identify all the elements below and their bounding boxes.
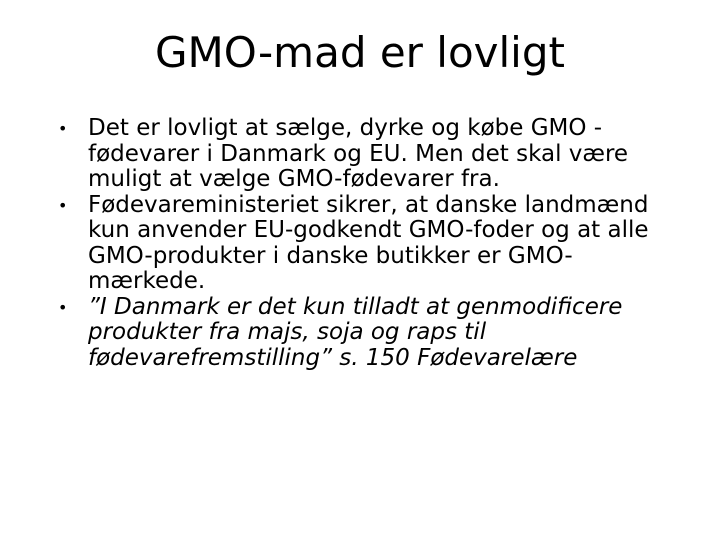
bullet-text: Fødevareministeriet sikrer, at danske landmænd kun anvender EU-godkendt GMO-foder og at alle GMO-produkter i danske butikker er GMO-mærkede. bbox=[88, 191, 649, 294]
bullet-text: Det er lovligt at sælge, dyrke og købe GMO -fødevarer i Danmark og EU. Men det skal være muligt at vælge GMO-fødevarer fra. bbox=[88, 115, 629, 192]
bullet-icon: • bbox=[58, 297, 68, 317]
bullet-item-quote bbox=[58, 295, 678, 372]
bullet-item-foedevareministeriet bbox=[58, 193, 678, 295]
bullet-list bbox=[58, 116, 678, 371]
bullet-icon: • bbox=[58, 195, 68, 215]
bullet-item-lovligt bbox=[58, 116, 678, 193]
bullet-icon: • bbox=[58, 119, 68, 138]
bullet-text-quote: ”I Danmark er det kun tilladt at genmodificere produkter fra majs, soja og raps til fødevarefremstilling” s. 150 Fødevarelære bbox=[88, 293, 623, 371]
slide-title: GMO-mad er lovligt bbox=[155, 28, 565, 77]
